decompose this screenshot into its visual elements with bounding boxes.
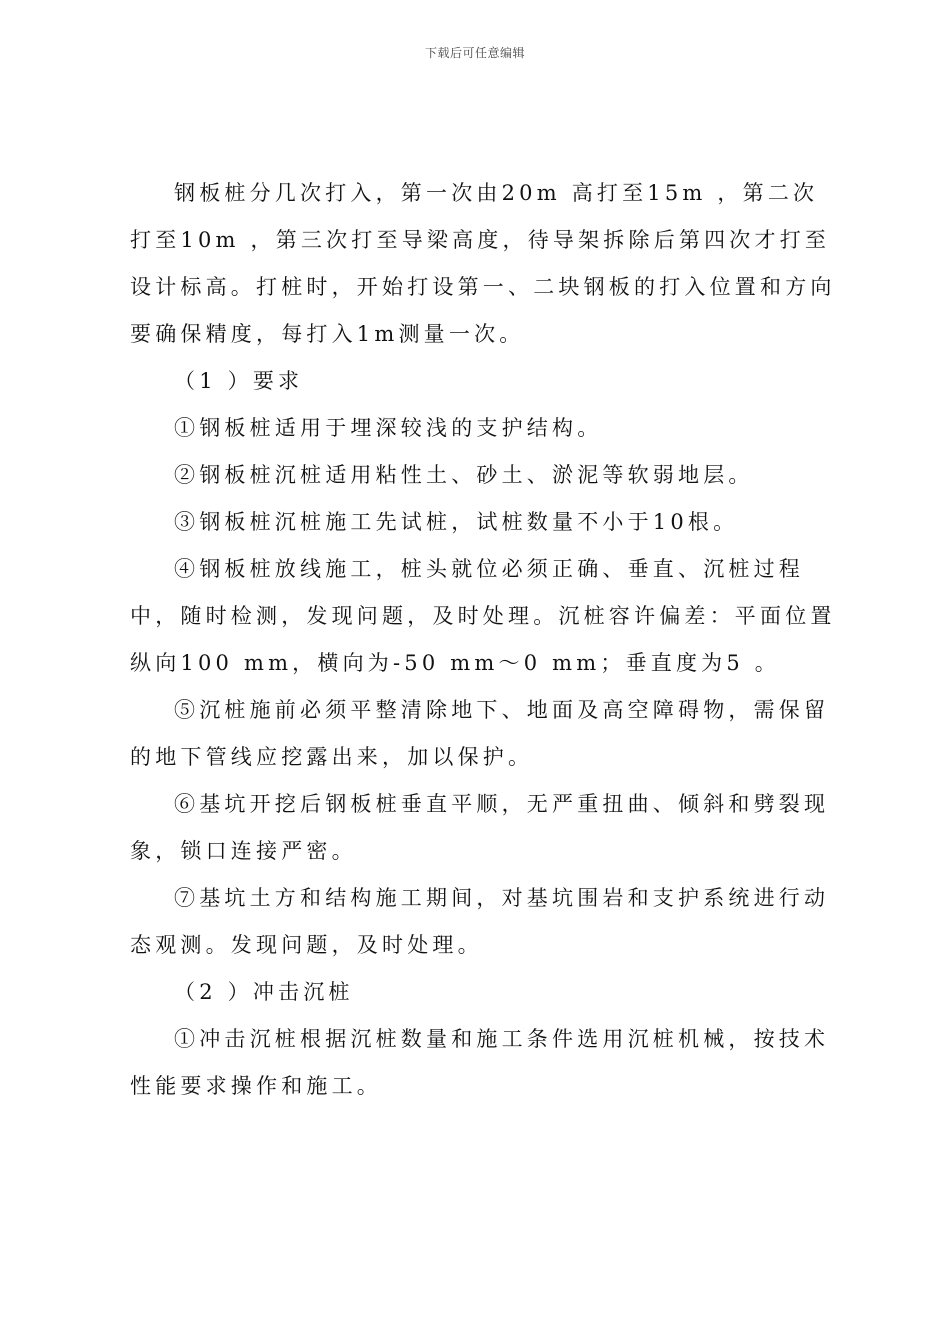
page-header: 下载后可任意编辑 [424, 46, 525, 60]
list-item-3: ③钢板桩沉桩施工先试桩，试桩数量不小于10根。 [174, 510, 739, 534]
list-item-6: ⑥基坑开挖后钢板桩垂直平顺，无严重扭曲、倾斜和劈裂现象，锁口连接严密。 [130, 792, 830, 863]
list-item-impact-1: ①冲击沉桩根据沉桩数量和施工条件选用沉桩机械，按技术性能要求操作和施工。 [130, 1027, 830, 1098]
document-body [130, 170, 842, 1110]
list-item-4: ④钢板桩放线施工，桩头就位必须正确、垂直、沉桩过程中，随时检测，发现问题，及时处理。沉桩容许偏差：平面位置纵向100 mm，横向为-50 mm～0 mm；垂直度为5 。 [130, 557, 836, 675]
list-item-1: ①钢板桩适用于埋深较浅的支护结构。 [174, 416, 603, 440]
list-item-7: ⑦基坑土方和结构施工期间，对基坑围岩和支护系统进行动态观测。发现问题，及时处理。 [130, 886, 830, 957]
section-heading-impact-piling: （2 ）冲击沉桩 [174, 980, 354, 1004]
section-heading-requirements: （1 ）要求 [174, 369, 304, 393]
list-item-2: ②钢板桩沉桩适用粘性土、砂土、淤泥等软弱地层。 [174, 463, 754, 487]
list-item-5: ⑤沉桩施前必须平整清除地下、地面及高空障碍物，需保留的地下管线应挖露出来，加以保护。 [130, 698, 830, 769]
paragraph-pile-driving-steps: 钢板桩分几次打入，第一次由20m 高打至15m ，第二次打至10m ，第三次打至导梁高度，待导架拆除后第四次才打至设计标高。打桩时，开始打设第一、二块钢板的打入位置和方向要确保精度，每打入1m测量一次。 [130, 181, 836, 346]
